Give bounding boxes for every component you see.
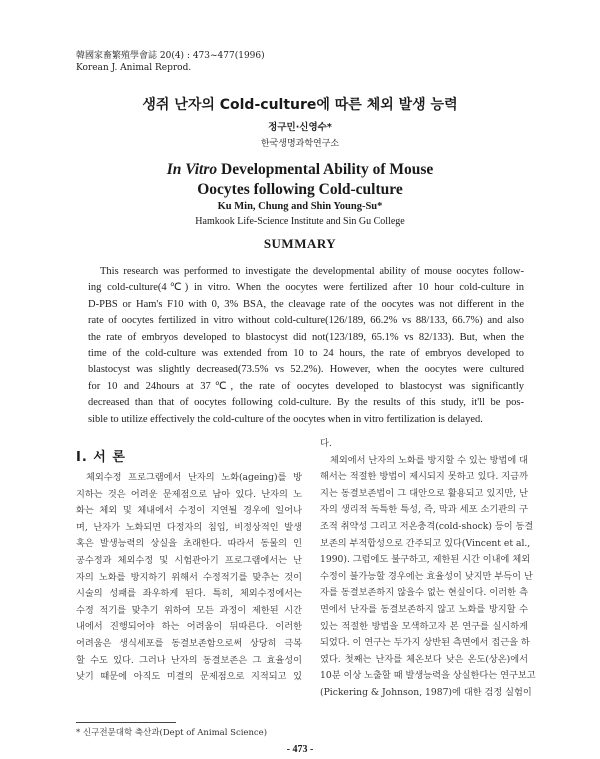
summary-line: ing cold-culture(4℃) in vitro. When the oocytes were fertilized after 10 hour cold-culture in — [88, 282, 524, 294]
intro-line: 자를 동결보존하지 않을수 없는 현실이다. 이러한 측 — [320, 587, 528, 599]
summary-line: blastocyst was slightly decreased(73.5% vs 52.2%). However, when the oocytes were cultured — [88, 364, 524, 376]
intro-line: 며, 난자가 노화되면 다정자의 침입, 비정상적인 발생 — [76, 521, 302, 533]
summary-line: D-PBS or Ham's F10 with 0, 3% BSA, the cleavage rate of the oocytes was not different in the — [88, 298, 524, 310]
summary-line: decreased than that of oocytes following cold-culture. By the results of this study, it'll be pos- — [88, 397, 524, 409]
english-authors: Ku Min, Chung and Shin Young-Su* — [217, 201, 383, 212]
intro-line: 수정 적기를 맞추기 위하여 모든 과정이 제한된 시간 — [76, 604, 302, 616]
journal-citation-english: Korean J. Animal Reprod. — [76, 63, 192, 73]
intro-line: 면에서 난자를 동결보존하지 않고 노화를 방지할 수 — [320, 603, 528, 615]
intro-line: 였다. 첫째는 난자를 체온보다 낮은 온도(상온)에서 — [320, 653, 528, 665]
korean-authors: 정구민·신영수* — [268, 122, 332, 133]
english-title-italic: In Vitro — [166, 161, 218, 178]
intro-line: 시술의 성패를 좌우하게 된다. 특히, 체외수정에서는 — [76, 588, 302, 600]
intro-line: (Pickering & Johnson, 1987)에 대한 검정 실험이 — [320, 686, 532, 698]
korean-affiliation: 한국생명과학연구소 — [260, 139, 340, 149]
intro-line: 어려움은 생식세포를 동결보존함으로써 상당히 극복 — [76, 637, 302, 649]
intro-line: 다. — [320, 438, 332, 449]
journal-citation-korean: 韓國家畜繁殖學會誌 20(4) : 473~477(1996) — [76, 51, 265, 61]
summary-line: This research was performed to investigate the developmental ability of mouse oocytes follow- — [100, 266, 524, 277]
section-heading-introduction: I. 서 론 — [76, 450, 126, 465]
intro-line: 해서는 적절한 방법이 제시되지 못하고 있다. 지금까 — [320, 471, 528, 483]
intro-line: 낮기 때문에 아직도 미결의 문제점으로 지적되고 있 — [76, 671, 302, 683]
journal-citation — [76, 50, 265, 74]
intro-line: 되었다. 이 연구는 두가지 상반된 측면에서 접근을 하 — [320, 637, 530, 649]
intro-line: 지는 동결보존법이 그 대안으로 활용되고 있지만, 난 — [320, 487, 528, 499]
summary-abstract — [88, 264, 524, 428]
intro-line: 공수정과 체외수정 및 시험관아기 프로그램에서는 난 — [76, 554, 302, 566]
intro-line: 화는 체외 및 체내에서 수정이 지연될 경우에 일어나 — [76, 505, 302, 517]
intro-line: 혹은 발생능력의 상실을 초래한다. 따라서 동물의 인 — [76, 538, 302, 550]
korean-title: 생쥐 난자의 Cold-culture에 따른 체외 발생 능력 — [142, 97, 458, 113]
intro-line: 자의 노화를 방지하기 위해서 수정적기를 맞추는 것이 — [76, 571, 302, 583]
intro-right-column — [320, 436, 536, 702]
summary-line: rate of oocytes fertilized in vitro without cold-culture(126/189, 66.2% vs 88/133, 66.7%) and also — [88, 315, 524, 327]
intro-left-column — [76, 470, 302, 686]
intro-line: 내에서 진행되어야 하는 어려움이 뒤따른다. 이러한 — [76, 621, 302, 633]
intro-line: 있는 적절한 방법을 모색하고자 본 연구를 실시하게 — [320, 620, 528, 632]
intro-line: 10분 이상 노출할 때 발생능력을 상실한다는 연구보고 — [320, 670, 536, 682]
intro-line: 지하는 것은 어려운 문제점으로 남아 있다. 난자의 노 — [76, 488, 302, 500]
intro-line: 1990). 그럼에도 불구하고, 제한된 시간 이내에 체외 — [320, 554, 531, 566]
summary-line: time of the cold-culture was extended from 10 to 24 hours, the rate of embryos developed to — [88, 348, 524, 360]
intro-line: 자의 생리적 독특한 특성, 즉, 막과 세포 소기관의 구 — [320, 504, 528, 516]
page-number: - 473 - — [286, 744, 314, 755]
footnote: * 신구전문대학 축산과(Dept of Animal Science) — [76, 728, 268, 738]
summary-heading: SUMMARY — [263, 236, 337, 251]
english-title — [0, 160, 600, 200]
intro-line: 할 수도 있다. 그러나 난자의 동결보존은 그 효율성이 — [76, 654, 302, 666]
intro-line: 체외에서 난자의 노화를 방지할 수 있는 방법에 대 — [330, 454, 528, 466]
summary-line: for 10 and 24hours at 37℃, the rate of oocytes developed to blastocyst was significantly — [88, 380, 524, 392]
summary-line: the rate of embryos developed to blastocyst did not(123/189, 65.1% vs 82/133). But, when the — [88, 331, 524, 343]
intro-line: 수정이 불가능할 경우에는 효율성이 낮지만 부득이 난 — [320, 570, 533, 582]
intro-line: 체외수정 프로그램에서 난자의 노화(ageing)를 방 — [86, 472, 302, 483]
english-title-line1: Developmental Ability of Mouse — [217, 161, 434, 178]
intro-line: 조적 취약성 그리고 저온충격(cold-shock) 등이 동결 — [320, 520, 534, 532]
english-title-line2: Oocytes following Cold-culture — [197, 181, 403, 198]
summary-line: sible to utilize effectively the cold-culture of the oocytes when in vitro fertilization is delayed. — [88, 413, 483, 425]
footnote-rule — [76, 722, 176, 723]
english-affiliation: Hamkook Life-Science Institute and Sin Gu College — [195, 216, 405, 227]
intro-line: 보존의 부적합성으로 간주되고 있다(Vincent et al., — [320, 537, 531, 549]
